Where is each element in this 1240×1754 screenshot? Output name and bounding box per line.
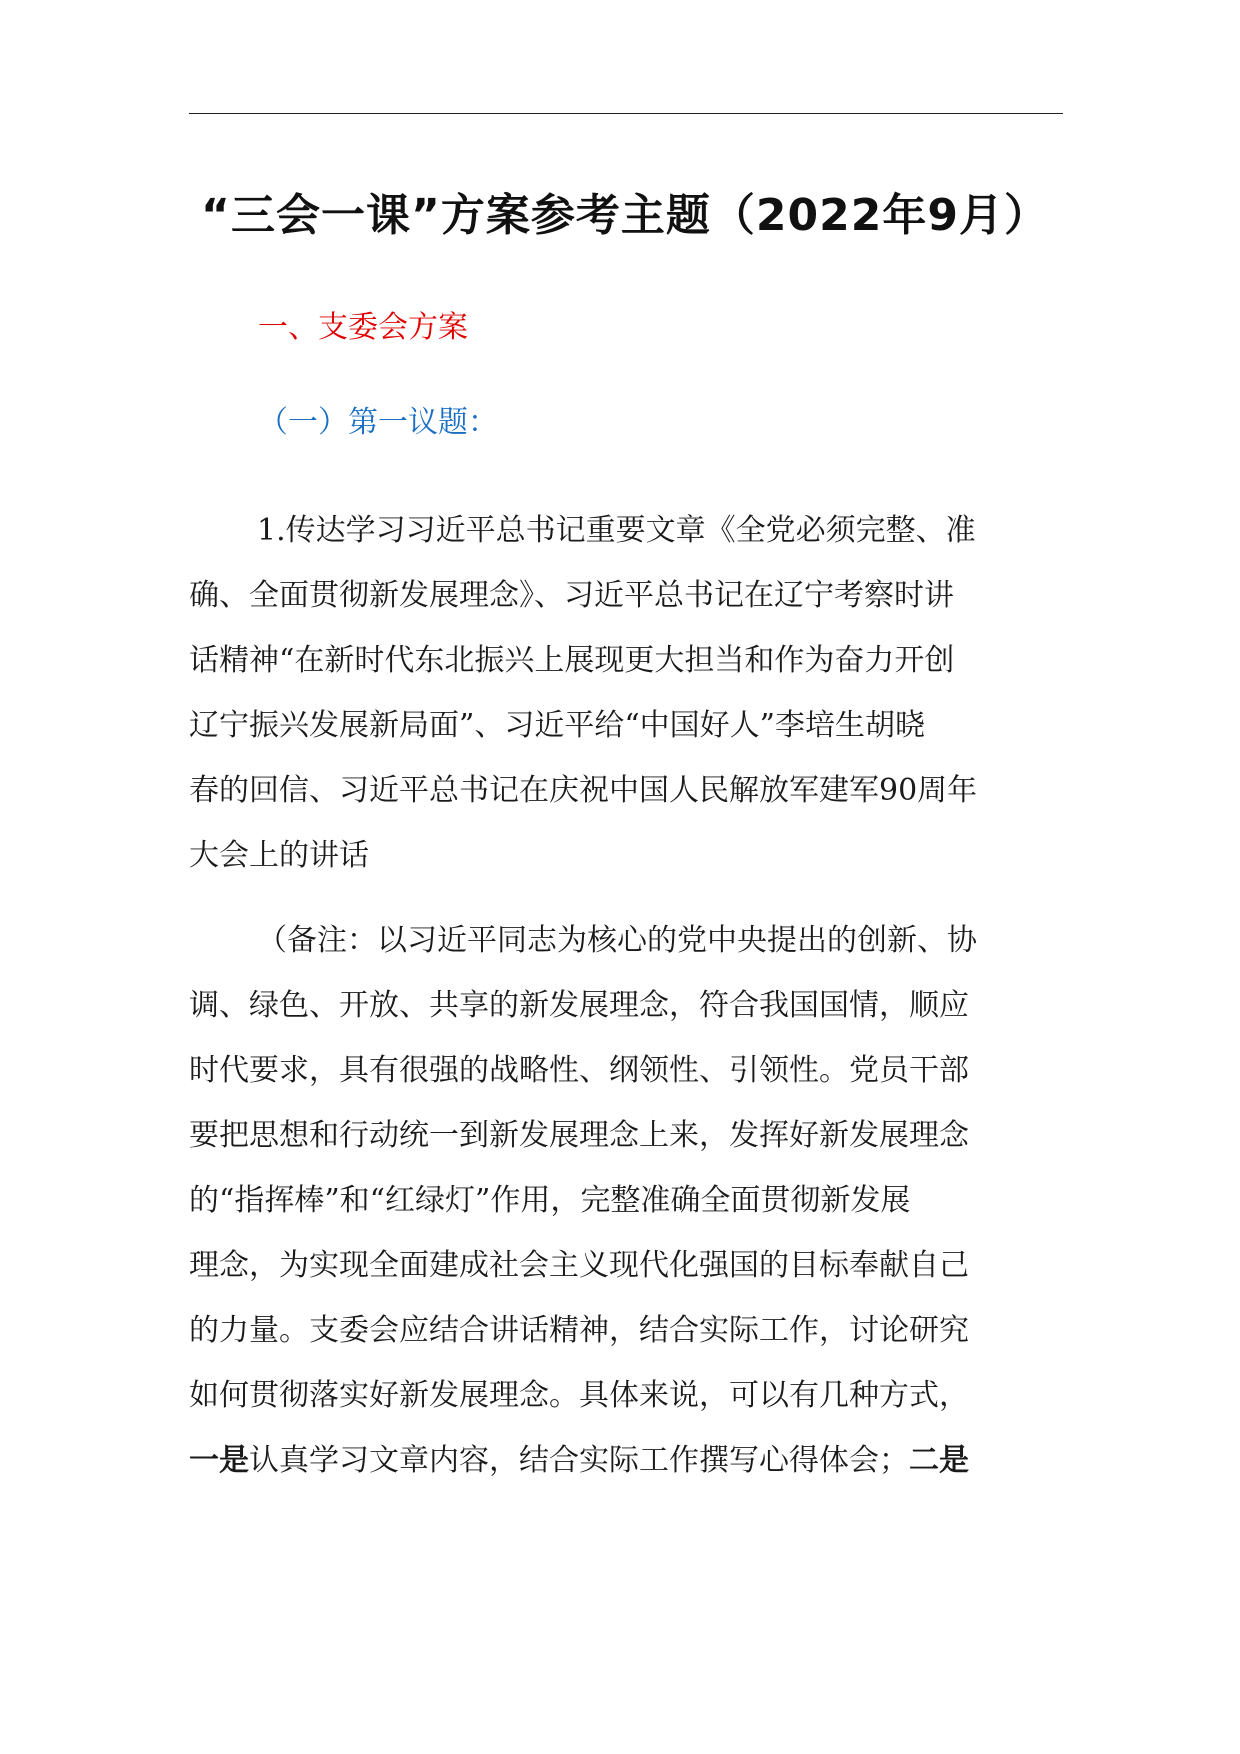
paragraph-line: 的“指挥棒”和“红绿灯”作用，完整准确全面贯彻新发展 <box>189 1183 911 1218</box>
paragraph-line: 大会上的讲话 <box>189 838 369 873</box>
header-rule <box>189 113 1063 114</box>
paragraph-topic-one <box>189 498 1063 888</box>
paragraph-line: （备注：以习近平同志为核心的党中央提出的创新、协 <box>257 923 977 958</box>
paragraph-line-last <box>189 1428 1063 1493</box>
bold-marker-first: 一是 <box>189 1443 249 1478</box>
paragraph-remarks <box>189 908 1063 1493</box>
paragraph-line: 1.传达学习习近平总书记重要文章《全党必须完整、准 <box>257 513 976 548</box>
paragraph-line: 春的回信、习近平总书记在庆祝中国人民解放军建军90周年 <box>189 773 978 808</box>
inline-text: 认真学习文章内容，结合实际工作撰写心得体会； <box>249 1443 909 1478</box>
subsection-heading: （一）第一议题： <box>258 405 498 440</box>
paragraph-line: 理念，为实现全面建成社会主义现代化强国的目标奉献自己 <box>189 1248 969 1283</box>
paragraph-line: 辽宁振兴发展新局面”、习近平给“中国好人”李培生胡晓 <box>189 708 926 743</box>
document-title: “三会一课”方案参考主题（2022年9月） <box>201 190 1049 241</box>
paragraph-line: 如何贯彻落实好新发展理念。具体来说，可以有几种方式， <box>189 1378 969 1413</box>
bold-marker-second: 二是 <box>909 1443 969 1478</box>
paragraph-line: 确、全面贯彻新发展理念》、习近平总书记在辽宁考察时讲 <box>189 578 954 613</box>
paragraph-line: 话精神“在新时代东北振兴上展现更大担当和作为奋力开创 <box>189 643 955 678</box>
paragraph-line: 要把思想和行动统一到新发展理念上来，发挥好新发展理念 <box>189 1118 969 1153</box>
paragraph-line: 时代要求，具有很强的战略性、纲领性、引领性。党员干部 <box>189 1053 969 1088</box>
paragraph-line: 的力量。支委会应结合讲话精神，结合实际工作，讨论研究 <box>189 1313 969 1348</box>
section-heading: 一、支委会方案 <box>258 310 468 345</box>
paragraph-line: 调、绿色、开放、共享的新发展理念，符合我国国情，顺应 <box>189 988 969 1023</box>
